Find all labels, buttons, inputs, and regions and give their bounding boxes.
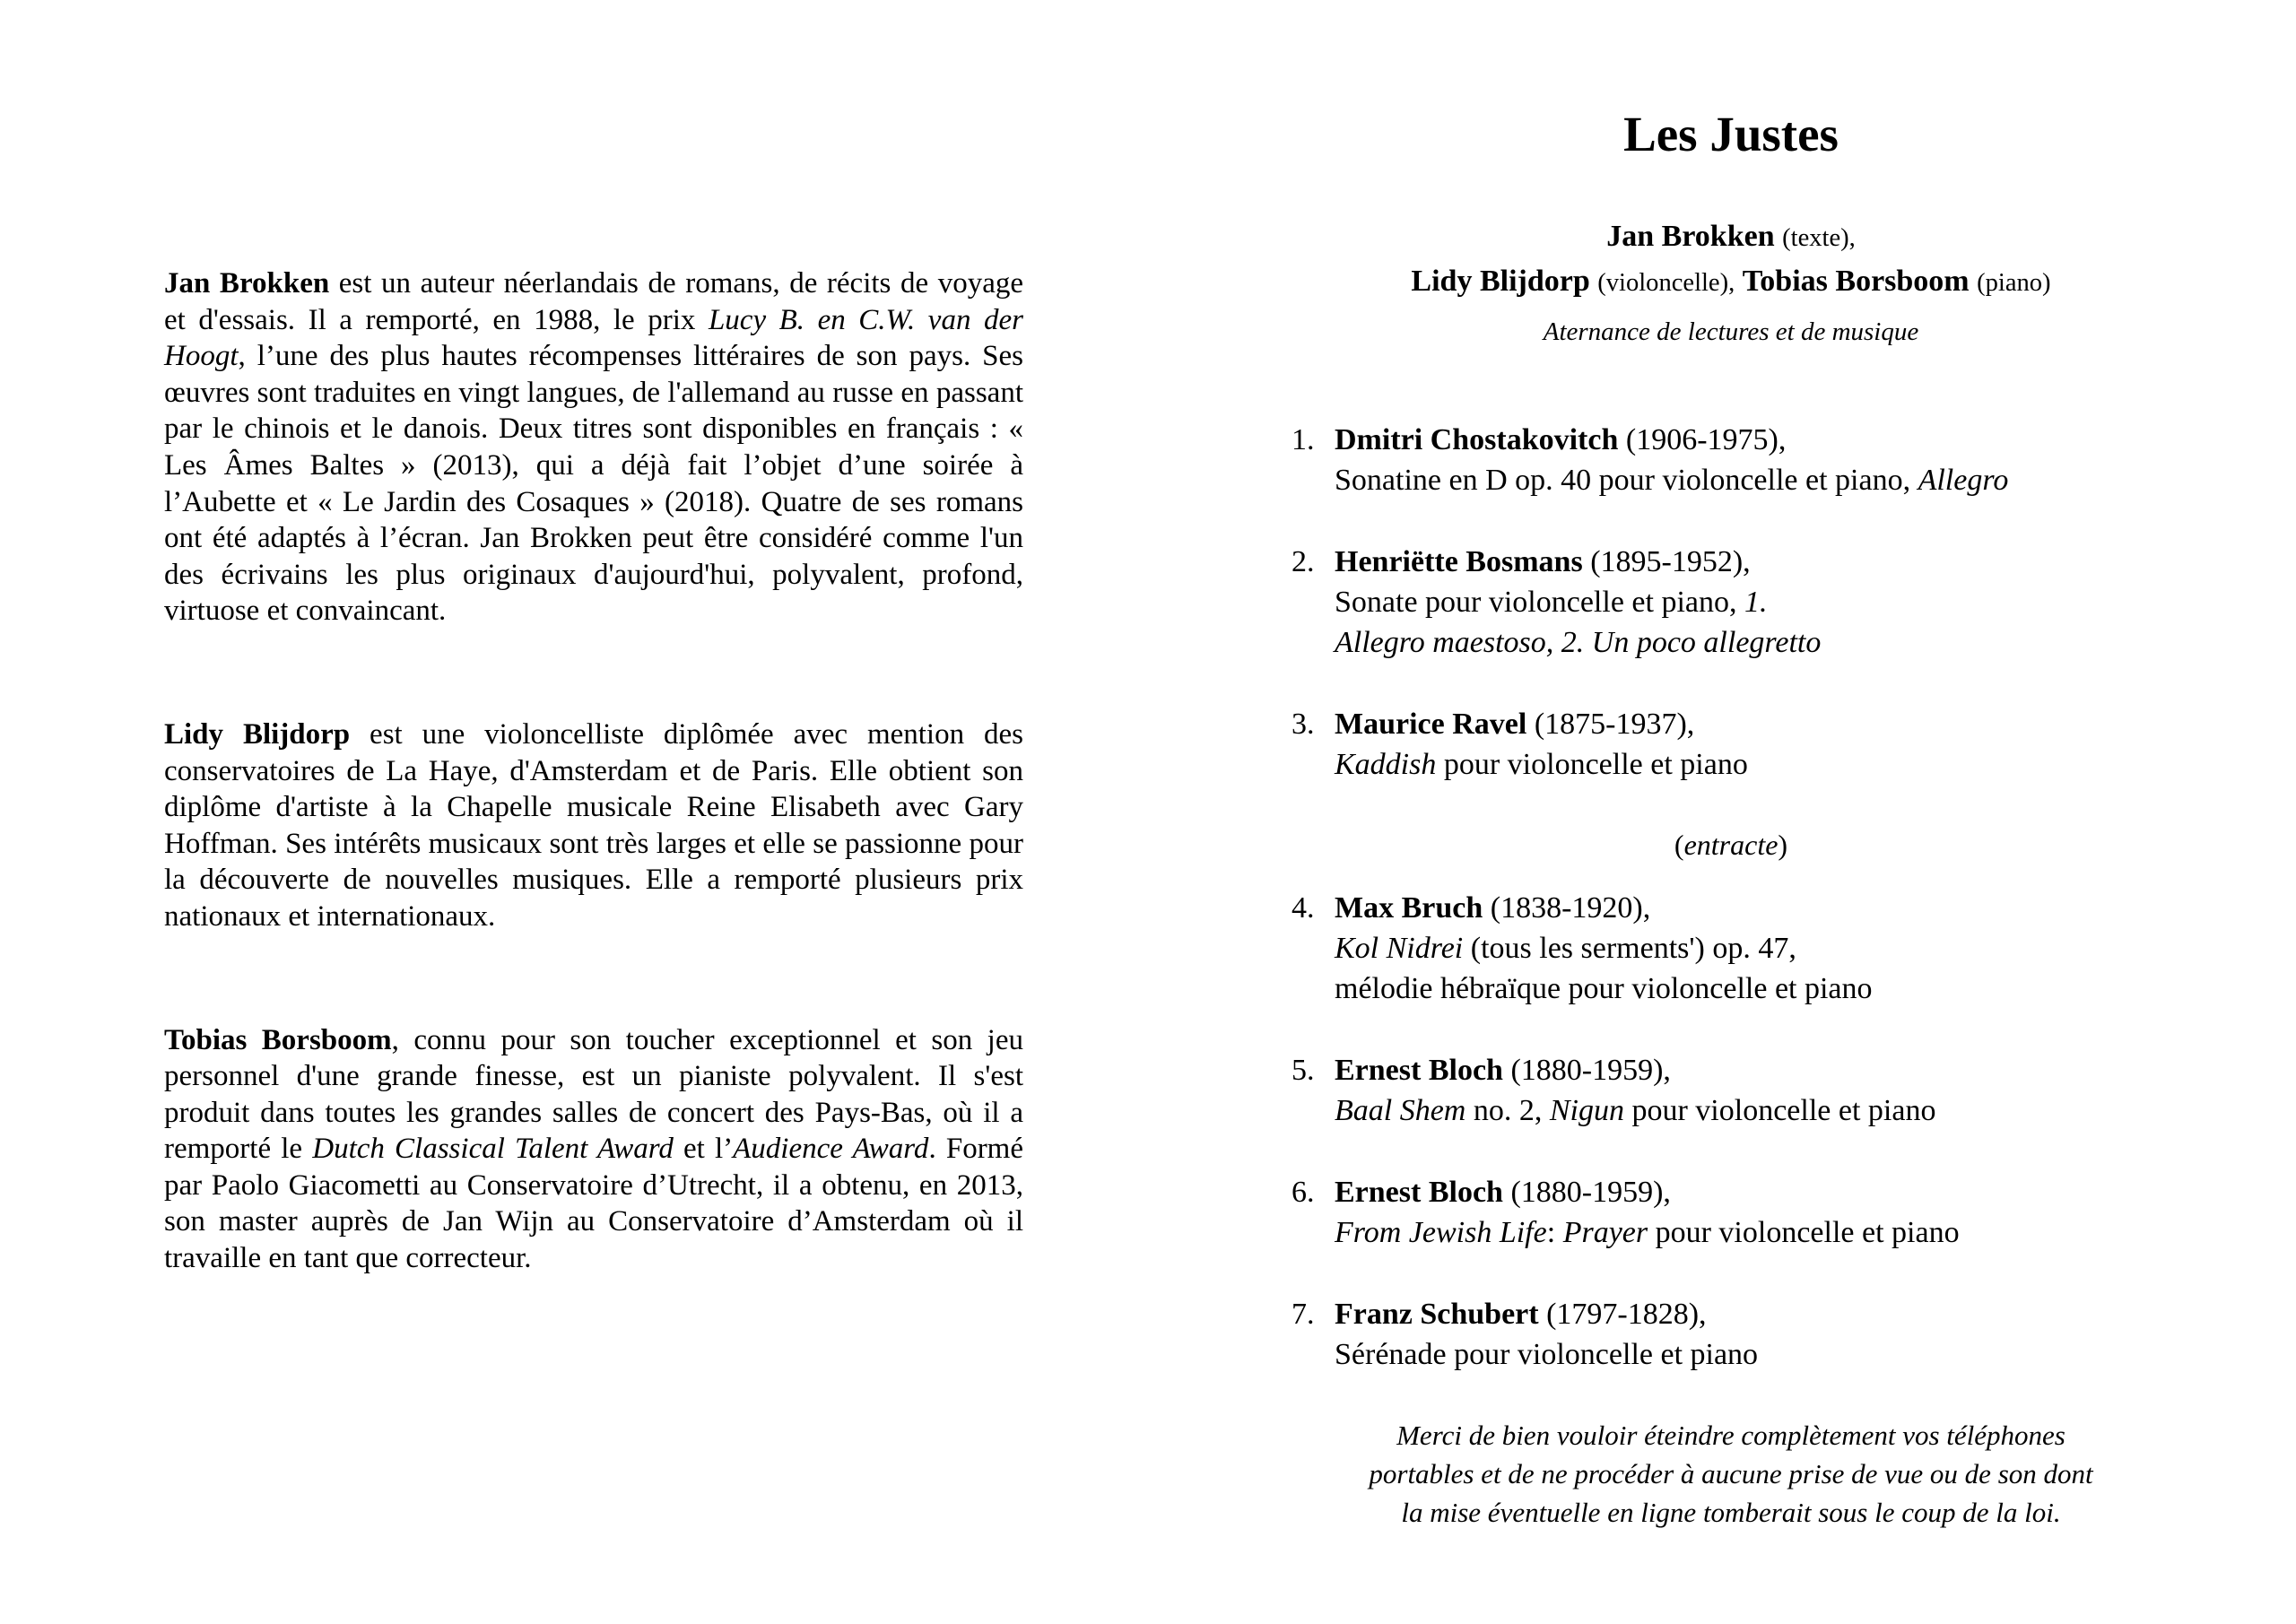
silence-phones-note-line-2: portables et de ne procéder à aucune prise de vue ou de son dont	[1369, 1458, 2093, 1489]
program-item-2-piece: Sonate pour violoncelle et piano, 1.	[1335, 586, 1768, 619]
byline	[1292, 215, 2170, 305]
program-item-6-composer: Ernest Bloch (1880-1959),	[1335, 1176, 1671, 1209]
program-item-4-piece-cont: mélodie hébraïque pour violoncelle et piano	[1335, 972, 1873, 1005]
silence-phones-note	[1292, 1416, 2170, 1532]
program-item-4-composer: Max Bruch (1838-1920),	[1335, 891, 1651, 925]
bio-lidy-blijdorp: Lidy Blijdorp est une violoncelliste diplômée avec mention des conservatoires de La Haye, d'Amsterdam et de Paris. Elle obtient son diplôme d'artiste à la Chapelle musicale Reine Elisabeth avec Gary Hoffman. Ses intérêts musicaux sont très larges et elle se passionne pour la découverte de nouvelles musiques. Elle a remporté plusieurs prix nationaux et internationaux.	[164, 717, 1023, 933]
program-item-5-piece: Baal Shem no. 2, Nigun pour violoncelle et piano	[1335, 1094, 1936, 1127]
program-subtitle: Aternance de lectures et de musique	[1543, 317, 1919, 346]
program-item-4-number: 4.	[1292, 891, 1315, 925]
entracte-note: (entracte)	[1674, 829, 1788, 861]
program-item-7-composer: Franz Schubert (1797-1828),	[1335, 1298, 1707, 1331]
silence-phones-note-line-3: la mise éventuelle en ligne tomberait sous le coup de la loi.	[1401, 1497, 2061, 1528]
program-item-6-number: 6.	[1292, 1176, 1315, 1209]
byline-text-author: Jan Brokken (texte),	[1606, 220, 1856, 253]
bio-page	[164, 265, 1023, 1364]
program-item-7-piece: Sérénade pour violoncelle et piano	[1335, 1338, 1759, 1371]
program-item-1-composer: Dmitri Chostakovitch (1906-1975),	[1335, 423, 1787, 456]
silence-phones-note-line-1: Merci de bien vouloir éteindre complètement vos téléphones	[1396, 1420, 2066, 1451]
program-item-3-composer: Maurice Ravel (1875-1937),	[1335, 708, 1695, 741]
program-item-6-piece: From Jewish Life: Prayer pour violoncelle et piano	[1335, 1216, 1960, 1249]
program-item-6	[1292, 1172, 2170, 1253]
program-item-2-composer: Henriëtte Bosmans (1895-1952),	[1335, 545, 1751, 578]
page-title: Les Justes	[1623, 107, 1839, 161]
program-item-2	[1292, 542, 2170, 663]
program-item-3-piece: Kaddish pour violoncelle et piano	[1335, 748, 1748, 781]
program-item-1	[1292, 420, 2170, 500]
program-item-2-piece-cont: Allegro maestoso, 2. Un poco allegretto	[1335, 626, 1822, 659]
program-item-7-number: 7.	[1292, 1298, 1315, 1331]
program-item-3-number: 3.	[1292, 708, 1315, 741]
bio-jan-brokken: Jan Brokken est un auteur néerlandais de romans, de récits de voyage et d'essais. Il a remporté, en 1988, le prix Lucy B. en C.W. van der Hoogt, l’une des plus hautes récompenses littéraires de son pays. Ses œuvres sont traduites en vingt langues, de l'allemand au russe en passant par le chinois et le danois. Deux titres sont disponibles en français : « Les Âmes Baltes » (2013), qui a déjà fait l’objet d’une soirée à l’Aubette et « Le Jardin des Cosaques » (2018). Quatre de ses romans ont été adaptés à l’écran. Jan Brokken peut être considéré comme l'un des écrivains les plus originaux d'aujourd'hui, polyvalent, profond, virtuose et convaincant.	[164, 267, 1023, 628]
program-list	[1292, 420, 2170, 1375]
program-item-5-composer: Ernest Bloch (1880-1959),	[1335, 1054, 1671, 1087]
program-item-1-number: 1.	[1292, 423, 1315, 456]
bio-tobias-borsboom: Tobias Borsboom, connu pour son toucher exceptionnel et son jeu personnel d'une grande finesse, est un pianiste polyvalent. Il s'est produit dans toutes les grandes salles de concert des Pays-Bas, où il a remporté le Dutch Classical Talent Award et l’Audience Award. Formé par Paolo Giacometti au Conservatoire d’Utrecht, il a obtenu, en 2013, son master auprès de Jan Wijn au Conservatoire d’Amsterdam où il travaille en tant que correcteur.	[164, 1023, 1023, 1275]
program-item-5	[1292, 1050, 2170, 1131]
program-page	[1292, 0, 2170, 1532]
program-item-4	[1292, 888, 2170, 1009]
program-item-7	[1292, 1294, 2170, 1375]
program-item-2-number: 2.	[1292, 545, 1315, 578]
program-item-4-piece: Kol Nidrei (tous les serments') op. 47,	[1335, 932, 1796, 965]
program-item-3	[1292, 704, 2170, 785]
byline-performers: Lidy Blijdorp (violoncelle), Tobias Borsboom (piano)	[1411, 265, 2051, 298]
program-item-5-number: 5.	[1292, 1054, 1315, 1087]
program-item-1-piece: Sonatine en D op. 40 pour violoncelle et piano, Allegro	[1335, 464, 2009, 497]
